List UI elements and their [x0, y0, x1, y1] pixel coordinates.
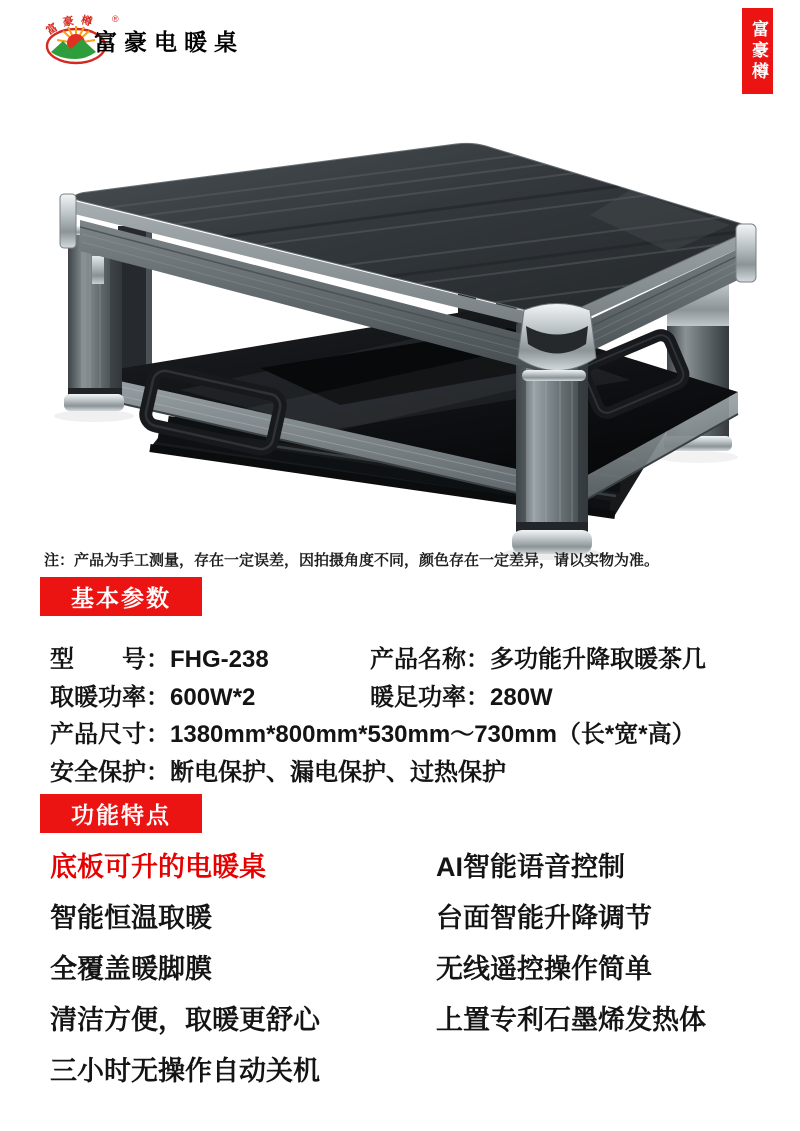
param-value: 多功能升降取暖茶几: [490, 646, 706, 673]
feature-item: 三小时无操作自动关机: [50, 1056, 320, 1086]
param-row: [50, 714, 770, 749]
feature-item: 清洁方便，取暖更舒心: [50, 1005, 320, 1035]
feature-item: 台面智能升降调节: [436, 903, 652, 933]
param-value: FHG-238: [170, 646, 269, 673]
param-row: [50, 639, 770, 674]
measurement-note: 注：产品为手工测量，存在一定误差，因拍摄角度不同，颜色存在一定差异，请以实物为准。: [44, 552, 660, 569]
section-heading-features: 功能特点: [40, 794, 202, 833]
logo-arc-text: 富豪樽: [43, 13, 100, 38]
param-value: 600W*2: [170, 684, 256, 711]
section-heading-basic-params: 基本参数: [40, 577, 202, 616]
param-value: 1380mm*800mm*530mm～730mm（长*宽*高）: [170, 721, 696, 748]
param-label: 取暖功率：: [50, 684, 170, 711]
corner-banner: [742, 8, 773, 94]
param-row: [50, 752, 770, 787]
feature-item: 底板可升的电暖桌: [50, 852, 266, 882]
registered-mark: ®: [112, 14, 119, 24]
feature-item: 全覆盖暖脚膜: [50, 954, 212, 984]
param-label: 暖足功率：: [370, 684, 490, 711]
param-label: 安全保护：: [50, 759, 170, 786]
product-photo: [30, 130, 770, 560]
brand-title: 富豪电暖桌: [94, 29, 244, 56]
feature-item: AI智能语音控制: [436, 852, 625, 882]
param-label: 产品名称：: [370, 646, 490, 673]
param-value: 断电保护、漏电保护、过热保护: [170, 759, 506, 786]
feature-item: 无线遥控操作简单: [436, 954, 652, 984]
param-label: 型 号：: [50, 646, 170, 673]
chrome-corner-left: [60, 194, 76, 248]
param-label: 产品尺寸：: [50, 721, 170, 748]
chrome-corner-right: [736, 224, 756, 282]
param-value: 280W: [490, 684, 553, 711]
feature-item: 上置专利石墨烯发热体: [436, 1005, 706, 1035]
feature-item: 智能恒温取暖: [50, 903, 212, 933]
param-row: [50, 677, 770, 712]
corner-banner-text: 富豪樽: [748, 19, 768, 83]
